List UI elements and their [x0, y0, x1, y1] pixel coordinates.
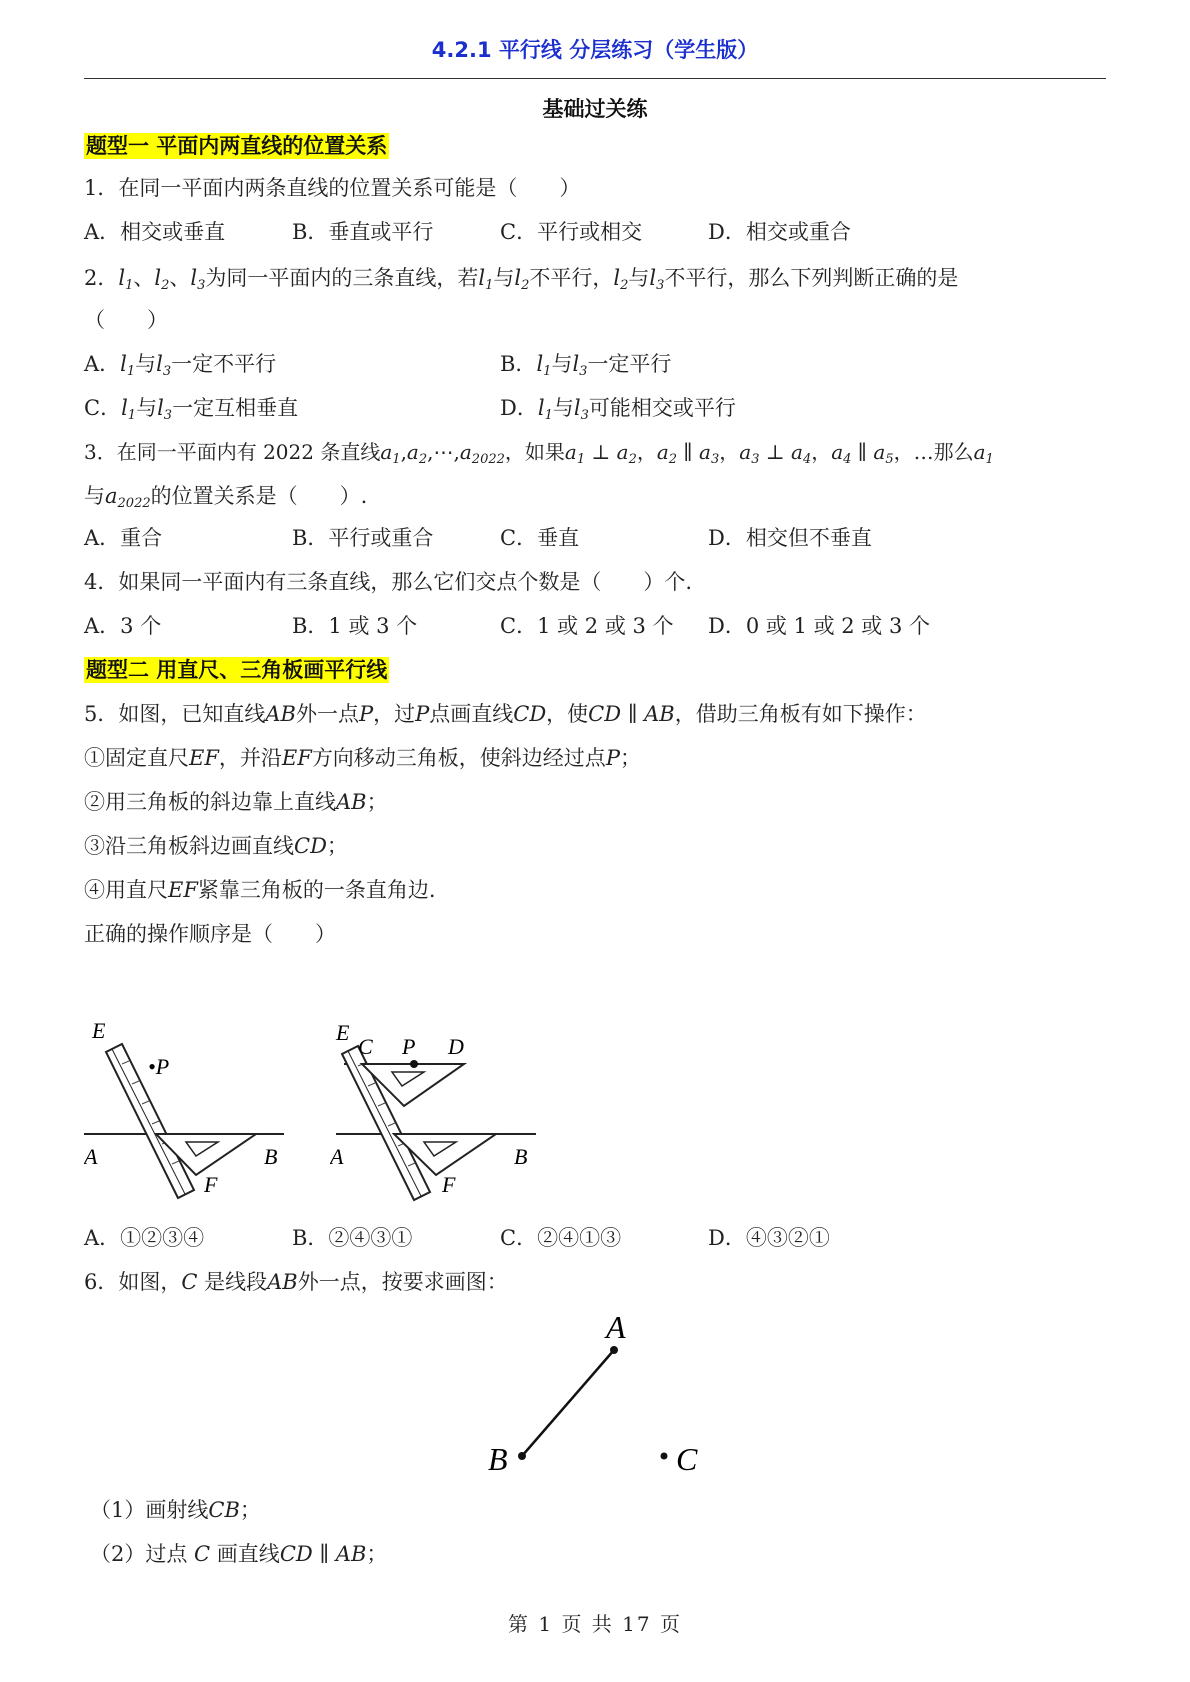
question-5-option-c: C．②④①③ [500, 1226, 622, 1250]
label-e: E [336, 1020, 350, 1045]
q5-text: ，使 [546, 702, 589, 726]
q3-a: a [699, 440, 711, 464]
q2-l: l [536, 352, 544, 376]
q5-text: 外一点 [295, 702, 359, 726]
q2-opt-letter: A． [84, 352, 121, 376]
header-title: 4.2.1 平行线 分层练习（学生版） [431, 38, 759, 62]
label-e: E [92, 1020, 106, 1043]
q2-sub: 3 [656, 278, 665, 293]
q3-with: 与 [84, 484, 105, 508]
q2-opt-text: 可能相交或平行 [588, 396, 736, 420]
q3-a: a [973, 440, 986, 464]
question-1-option-c: C．平行或相交 [500, 220, 643, 244]
q2-with: 与 [136, 396, 158, 420]
q3-a: a [105, 484, 118, 508]
q6-cd: CD [279, 1542, 313, 1566]
question-2-option-a [84, 348, 276, 388]
type-two-label: 题型二 用直尺、三角板画平行线 [86, 658, 388, 682]
q5-text: ； [366, 790, 388, 814]
q5-text: ④用直尺 [84, 878, 168, 902]
q5-p: P [605, 746, 620, 770]
q3-a: a [739, 440, 752, 464]
q2-sub: 1 [485, 278, 494, 293]
point-b [518, 1452, 526, 1460]
q5-figure-2 [330, 1020, 550, 1210]
q2-sub: 3 [162, 364, 172, 379]
point-a [610, 1346, 618, 1354]
q6-text: 外一点，按要求画图： [297, 1270, 508, 1294]
q3-par: ∥ [677, 440, 700, 464]
q2-l: l [649, 266, 657, 290]
question-2-option-b [500, 348, 671, 388]
q3-text: ，如果 [504, 440, 565, 464]
q3-comma: , [400, 440, 407, 464]
q5-cd: CD [294, 834, 327, 858]
q5-text: ③沿三角板斜边画直线 [84, 834, 294, 858]
q2-with: 与 [628, 266, 650, 290]
q2-sub: 3 [580, 408, 589, 423]
q3-par: ∥ [851, 440, 874, 464]
q3-text: ，…那么 [893, 440, 974, 464]
q3-comma: , [427, 440, 434, 464]
q5-text: ，借助三角板有如下操作： [674, 702, 927, 726]
q5-text: ； [619, 746, 641, 770]
q2-opt-letter: B． [500, 352, 537, 376]
q2-sep: 、 [133, 266, 155, 290]
question-5-option-b: B．②④③① [292, 1226, 413, 1250]
q6-ab: AB [267, 1270, 298, 1294]
question-5-step-1 [84, 742, 641, 774]
question-4-option-a: A．3 个 [84, 614, 162, 638]
point-c [661, 1453, 668, 1460]
q5-p: P [358, 702, 374, 726]
q5-p: P [415, 702, 430, 726]
q5-text: ； [326, 834, 348, 858]
q5-cd: CD [588, 702, 622, 726]
q2-sep: 、 [169, 266, 191, 290]
q2-l: l [154, 266, 162, 290]
q3-perp: ⊥ [759, 440, 791, 464]
q3-a: a [406, 440, 419, 464]
q2-l: l [156, 352, 163, 376]
q2-l: l [118, 266, 126, 290]
q3-sub: 5 [885, 452, 894, 467]
q5-ab: AB [265, 702, 296, 726]
q5-text: 紧靠三角板的一条直角边. [197, 878, 436, 902]
question-4-stem: 4．如果同一平面内有三条直线，那么它们交点个数是（ ）个. [84, 570, 693, 594]
q2-text: 不平行，那么下列判断正确的是 [664, 266, 959, 290]
q2-with: 与 [552, 396, 574, 420]
question-1-option-b: B．垂直或平行 [292, 220, 434, 244]
q3-a: a [831, 440, 844, 464]
q2-sub: 1 [543, 364, 552, 379]
type-one-label: 题型一 平面内两直线的位置关系 [86, 134, 388, 158]
label-p: •P [148, 1054, 170, 1079]
q2-l: l [537, 396, 545, 420]
q5-text: 方向移动三角板，使斜边经过点 [311, 746, 606, 770]
q2-with: 与 [551, 352, 573, 376]
label-b: B [264, 1144, 278, 1169]
q2-text: 为同一平面内的三条直线，若 [205, 266, 479, 290]
q5-ab: AB [336, 790, 367, 814]
point-p [410, 1060, 418, 1068]
q3-sub: 2 [628, 452, 637, 467]
q2-opt-text: 一定互相垂直 [172, 396, 299, 420]
label-a: A [330, 1144, 344, 1169]
q6-c: C [194, 1542, 211, 1566]
q5-text: ①固定直尺 [84, 746, 189, 770]
q3-sub: 2 [418, 452, 428, 467]
q3-sub: 1 [576, 452, 586, 467]
page-footer: 第 1 页 共 17 页 [508, 1612, 682, 1636]
q3-a: a [656, 440, 669, 464]
q2-sub: 1 [544, 408, 553, 423]
q6-par: ∥ [312, 1542, 336, 1566]
q5-text: 点画直线 [429, 702, 514, 726]
question-3-option-b: B．平行或重合 [292, 526, 434, 550]
q3-text: 3．在同一平面内有 2022 条直线 [84, 440, 381, 464]
label-d: D [448, 1034, 464, 1059]
q2-opt-text: 一定不平行 [171, 352, 277, 376]
q2-sub: 2 [521, 278, 530, 293]
question-1-option-a: A．相交或垂直 [84, 220, 226, 244]
q2-l: l [157, 396, 164, 420]
q6-text: 是线段 [197, 1270, 268, 1294]
question-3-stem-line2 [84, 480, 367, 520]
q3-sub: 2 [668, 452, 678, 467]
q6-ab: AB [335, 1542, 367, 1566]
q3-a: a [380, 440, 393, 464]
q2-l: l [572, 352, 580, 376]
question-5-step-3 [84, 830, 348, 862]
question-6-stem [84, 1266, 508, 1298]
question-2-option-c [84, 392, 298, 432]
label-c: C [676, 1441, 698, 1477]
q5-text: ，过 [373, 702, 416, 726]
q2-l: l [478, 266, 486, 290]
q3-a: a [459, 440, 472, 464]
q2-with: 与 [135, 352, 157, 376]
q3-sep: ， [636, 440, 657, 464]
q2-sub: 2 [161, 278, 170, 293]
q2-l: l [120, 352, 127, 376]
section-title: 基础过关练 [542, 97, 648, 121]
q5-par: ∥ [621, 702, 645, 726]
q6-text: 6．如图， [84, 1270, 182, 1294]
label-f: F [442, 1172, 456, 1197]
q6-c: C [181, 1270, 198, 1294]
q2-l: l [121, 396, 128, 420]
q3-perp: ⊥ [585, 440, 617, 464]
q6-cb: CB [208, 1498, 240, 1522]
q6-text: （1）画射线 [90, 1498, 209, 1522]
question-5-option-a: A．①②③④ [84, 1226, 205, 1250]
type-one-heading [84, 130, 389, 162]
q3-sep: ， [719, 440, 740, 464]
question-3-option-a: A．重合 [84, 526, 163, 550]
question-3-stem [84, 436, 994, 476]
q5-ef: EF [189, 746, 219, 770]
q3-a: a [616, 440, 629, 464]
question-4-option-d: D．0 或 1 或 2 或 3 个 [708, 614, 931, 638]
question-3-option-d: D．相交但不垂直 [708, 526, 872, 550]
q6-figure [480, 1300, 720, 1490]
q6-text: 画直线 [210, 1542, 280, 1566]
q5-ab: AB [644, 702, 675, 726]
label-f: F [204, 1172, 218, 1197]
q2-number: 2． [84, 266, 119, 290]
question-2-paren: （ ） [84, 308, 168, 332]
question-2-option-d [500, 392, 736, 432]
q2-opt-letter: C． [84, 396, 122, 420]
q5-cd: CD [513, 702, 547, 726]
q3-sub: 4 [802, 452, 812, 467]
q3-sub: 1 [985, 452, 994, 467]
label-p: P [402, 1034, 416, 1059]
question-4-option-c: C．1 或 2 或 3 个 [500, 614, 674, 638]
q2-sub: 3 [579, 364, 588, 379]
question-5-step-4 [84, 874, 436, 906]
header-divider [84, 78, 1106, 79]
question-6-sub-2 [90, 1538, 387, 1570]
q3-sub: 2022 [117, 496, 151, 511]
q2-sub: 1 [127, 408, 137, 423]
q3-a: a [791, 440, 803, 464]
q5-text: ②用三角板的斜边靠上直线 [84, 790, 336, 814]
q2-opt-text: 一定平行 [587, 352, 672, 376]
q2-l: l [613, 266, 621, 290]
label-a: A [84, 1144, 98, 1169]
q2-sub: 2 [620, 278, 629, 293]
question-1-stem: 1．在同一平面内两条直线的位置关系可能是（ ） [84, 176, 581, 200]
q2-opt-letter: D． [500, 396, 538, 420]
q5-figure-1 [84, 1020, 294, 1210]
label-b: B [488, 1441, 508, 1477]
question-5-step-2 [84, 786, 388, 818]
q3-text: 的位置关系是（ ）. [150, 484, 368, 508]
label-b: B [514, 1144, 528, 1169]
q3-sub: 1 [392, 452, 401, 467]
question-4-option-b: B．1 或 3 个 [292, 614, 418, 638]
q3-comma: , [453, 440, 460, 464]
q5-ef: EF [168, 878, 198, 902]
q3-a: a [873, 440, 886, 464]
q3-dots: ⋯ [433, 440, 454, 464]
q2-sub: 3 [197, 278, 206, 293]
question-5-option-d: D．④③②① [708, 1226, 830, 1250]
q3-sub: 3 [751, 452, 760, 467]
q3-sub: 2022 [471, 452, 505, 467]
question-5-ask: 正确的操作顺序是（ ） [84, 922, 336, 946]
question-6-sub-1 [90, 1494, 261, 1526]
question-1-option-d: D．相交或重合 [708, 220, 851, 244]
label-c: C [358, 1034, 373, 1059]
q2-l: l [190, 266, 198, 290]
q2-sub: 3 [163, 408, 173, 423]
q2-with: 与 [493, 266, 515, 290]
q2-sub: 1 [126, 364, 136, 379]
q2-l: l [514, 266, 522, 290]
type-two-heading [84, 654, 389, 686]
question-2-stem [84, 262, 958, 302]
q3-sub: 3 [710, 452, 720, 467]
q2-text: 不平行， [529, 266, 614, 290]
q5-text: 5．如图，已知直线 [84, 702, 266, 726]
question-3-option-c: C．垂直 [500, 526, 580, 550]
q2-l: l [573, 396, 581, 420]
question-5-stem [84, 698, 927, 730]
segment-ab [522, 1350, 614, 1456]
q2-sub: 1 [125, 278, 134, 293]
q6-text: （2）过点 [90, 1542, 195, 1566]
q5-text: ，并沿 [218, 746, 282, 770]
q5-ef: EF [281, 746, 312, 770]
label-a: A [606, 1309, 626, 1345]
q3-a: a [564, 440, 577, 464]
q3-sub: 4 [843, 452, 852, 467]
q6-text: ； [366, 1542, 388, 1566]
q6-text: ； [239, 1498, 261, 1522]
q3-sep: ， [811, 440, 832, 464]
